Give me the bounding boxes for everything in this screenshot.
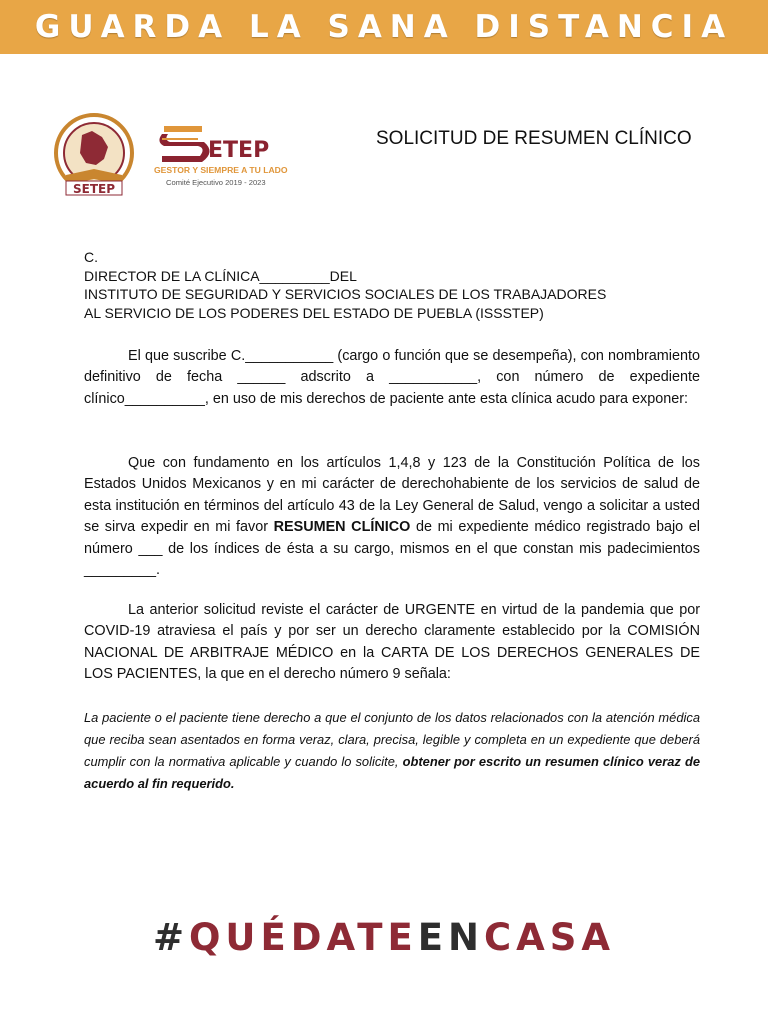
addressee-line: INSTITUTO DE SEGURIDAD Y SERVICIOS SOCIALES DE LOS TRABAJADORES [84,286,607,302]
banner-text: GUARDA LA SANA DISTANCIA [34,9,734,45]
top-banner [0,0,768,54]
paragraph-intro: El que suscribe C.___________ (cargo o función que se desempeña), con nombramiento definitivo de fecha ______ adscrito a ___________, con número de expediente clínico__________, en uso de mis derechos de paciente ante esta clínica acudo para exponer: [84,348,700,407]
hashtag-word-casa: CASA [483,916,616,959]
paragraph-request-text: Que con fundamento en los artículos 1,4,8 y 123 de la Constitución Política de los Estados Unidos Mexicanos y en mi carácter de derechohabiente de los servicios de salud de esta institución en términos del artículo 43 de la Ley General de Salud, vengo a solicitar a usted se sirva expedir en mi favor [84,455,700,536]
document-title: SOLICITUD DE RESUMEN CLÍNICO [376,128,692,149]
paragraph-urgency: La anterior solicitud reviste el carácter de URGENTE en virtud de la pandemia que por COVID-19 atraviesa el país y por ser un derecho claramente establecido por la COMISIÓN NACIONAL DE ARBITRAJE MÉDICO en la CARTA DE LOS DERECHOS GENERALES DE LOS PACIENTES, la que en el derecho número 9 señala: [84,602,700,683]
quote-text: La paciente o el paciente tiene derecho a que el conjunto de los datos relacionados con la atención médica que reciba sean asentados en forma veraz, clara, precisa, legible y completa en un expediente que deberá cumplir con la normativa aplicable y cuando lo solicite, [84,710,700,769]
paragraph-request [84,453,700,581]
setep-wordmark: ETEP [208,138,270,163]
setep-slogan: GESTOR Y SIEMPRE A TU LADO [154,165,288,175]
patient-rights-quote [84,707,700,795]
addressee-block [84,248,704,322]
addressee-line: AL SERVICIO DE LOS PODERES DEL ESTADO DE PUEBLA (ISSSTEP) [84,304,544,321]
hashtag-word-en: EN [417,916,484,959]
quote-bold: obtener por escrito un resumen clínico veraz de acuerdo al fin requerido. [84,754,701,791]
hashtag-word-quedate: QUÉDATE [188,916,418,959]
footer-hashtag [0,916,768,959]
addressee-line: DIRECTOR DE LA CLÍNICA_________DEL [84,267,357,284]
addressee-line: C. [84,249,98,265]
setep-committee: Comité Ejecutivo 2019 - 2023 [166,178,266,187]
setep-seal-logo [52,113,136,205]
hashtag-symbol: # [152,916,189,959]
paragraph-request-bold: RESUMEN CLÍNICO [273,519,411,536]
paragraph-request-text-end: de mi expediente médico registrado bajo el número ___ de los índices de ésta a su cargo, mismos en el que constan mis padecimientos _________. [84,519,700,579]
seal-text: SETEP [72,182,116,196]
setep-logo [152,118,302,198]
